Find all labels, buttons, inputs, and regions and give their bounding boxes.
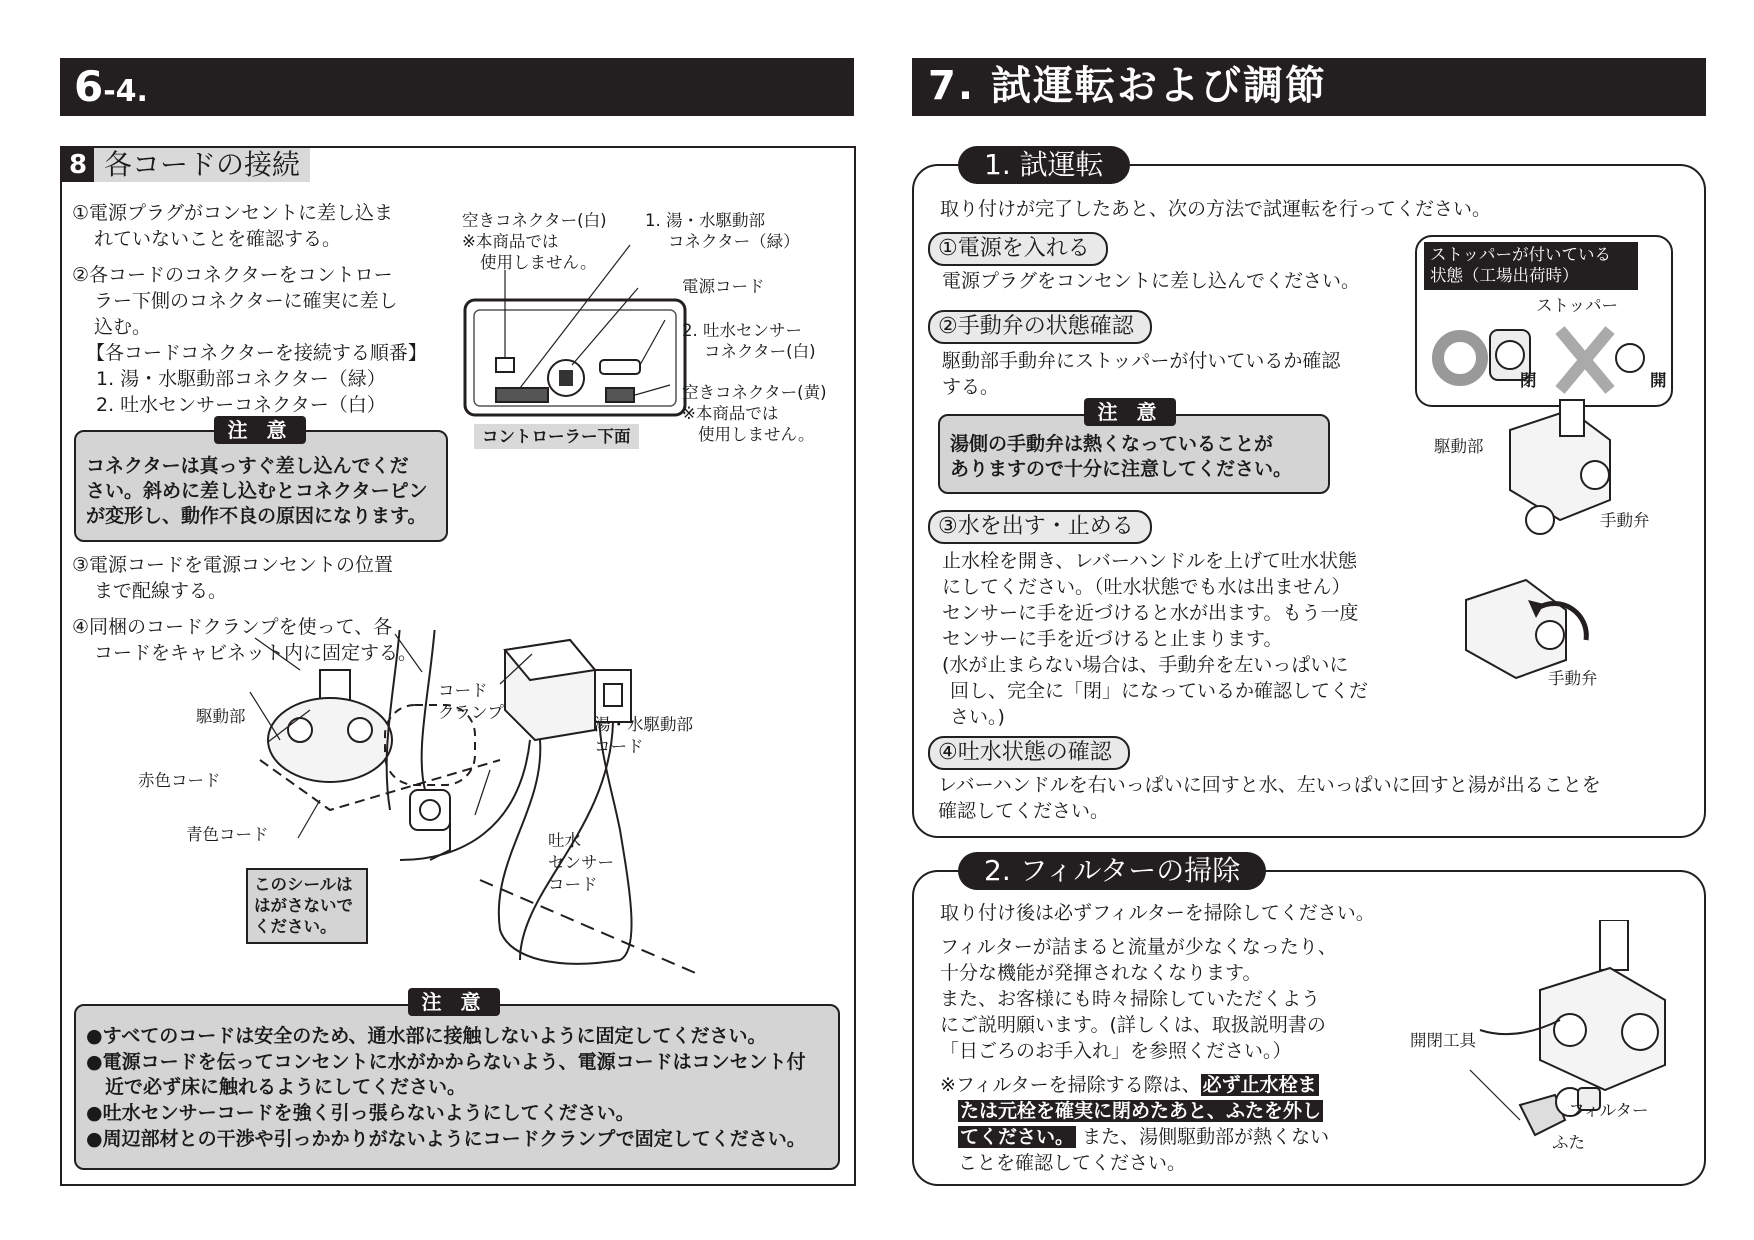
filter-hose [1600, 920, 1628, 970]
label-power-cord: 電源コード [682, 277, 765, 296]
caution1-line2: さい。斜めに差し込むとコネクターピン [86, 480, 428, 502]
label-sensor-cord-2: センサー [548, 853, 614, 872]
seal-note-1: このシールは [254, 875, 353, 894]
connector-empty-yellow-shape [606, 388, 634, 402]
step4-text-2: 確認してください。 [938, 800, 1110, 822]
filter-note-highlight-2: たは元栓を確実に閉めたあと、ふたを外し [960, 1100, 1322, 1122]
caution-tag-1: 注 意 [214, 416, 306, 444]
label-empty-yellow-3: 使用しません。 [698, 425, 815, 444]
section-heading-8 [62, 148, 310, 182]
step-water-on-off: ③水を出す・止める [928, 510, 1152, 544]
filter-figure [1440, 920, 1680, 1160]
step2-line3: 込む。 [94, 316, 152, 338]
label-open: 開 [1650, 371, 1667, 390]
label-drive-cord-1: 湯・水駆動部 [594, 715, 693, 734]
stopper-box-title-2: 状態（工場出荷時） [1430, 266, 1579, 285]
test-run-title: 1. 試運転 [958, 146, 1130, 184]
label-red-cord: 赤色コード [138, 771, 221, 790]
filter-note-highlight-3: てください。 [960, 1126, 1075, 1148]
power-cord-plug [559, 370, 573, 386]
step2-line6: 2. 吐水センサーコネクター（白） [96, 394, 386, 416]
label-empty-white-1: 空きコネクター(白) [462, 211, 607, 230]
caution2-line2: ●電源コードを伝ってコンセントに水がかからないよう、電源コードはコンセント付 [86, 1051, 806, 1073]
filter-note-rest-1: また、湯側駆動部が熱くない [1082, 1126, 1330, 1148]
step2-line1: ②各コードのコネクターをコントロー [72, 264, 393, 286]
step3-text-2: にしてください。（吐水状態でも水は出ません） [942, 576, 1351, 598]
supply-hose-2 [422, 630, 435, 790]
label-empty-yellow-2: ※本商品では [682, 404, 779, 423]
caution1-line1: コネクターは真っすぐ差し込んでくだ [86, 455, 409, 477]
step3-line1: ③電源コードを電源コンセントの位置 [72, 554, 394, 576]
label-closed: 閉 [1520, 371, 1537, 390]
label-blue-cord: 青色コード [186, 825, 269, 844]
filter-title: 2. フィルターの掃除 [958, 852, 1266, 890]
label-manual-valve-2: 手動弁 [1548, 669, 1598, 688]
step2-line5: 1. 湯・水駆動部コネクター（緑） [96, 368, 386, 390]
label-opening-tool: 開閉工具 [1410, 1031, 1476, 1050]
caution2-line1: ●すべてのコードは安全のため、通水部に接触しないように固定してください。 [86, 1025, 767, 1047]
caution2-line4: ●吐水センサーコードを強く引っ張らないようにしてください。 [86, 1102, 635, 1124]
controller-caption: コントローラー下面 [474, 424, 639, 449]
step3-text-4: センサーに手を近づけると止まります。 [942, 628, 1283, 650]
caution-tag-2: 注 意 [408, 988, 500, 1016]
caution-tag-3: 注 意 [1084, 398, 1176, 426]
caution2-line5: ●周辺部材との干渉や引っかかりがないようにコードクランプで固定してください。 [86, 1128, 806, 1150]
caution2-line3: 近で必ず床に触れるようにしてください。 [86, 1076, 467, 1098]
step-power-on: ①電源を入れる [928, 232, 1108, 266]
step2-line4: 【各コードコネクターを接続する順番】 [86, 342, 427, 364]
label-sensor-cord-3: コード [548, 875, 598, 894]
label-stopper: ストッパー [1536, 296, 1619, 315]
seal-note-3: ください。 [254, 917, 337, 936]
step4-line1: ④同梱のコードクランプを使って、各 [72, 616, 393, 638]
step3-line2: まで配線する。 [94, 580, 228, 602]
filter-text-4: にご説明願います。(詳しくは、取扱説明書の [940, 1014, 1326, 1036]
step3-text-6: 回し、完全に「閉」になっているか確認してくだ [950, 680, 1369, 702]
banner-minor: -4. [103, 74, 148, 109]
label-sensor-connector-1: 2. 吐水センサー [682, 321, 802, 340]
step-manual-valve-text-1: 駆動部手動弁にストッパーが付いているか確認 [942, 350, 1341, 372]
step-spout-check: ④吐水状態の確認 [928, 736, 1130, 770]
label-drive-connector-1: 1. 湯・水駆動部 [645, 211, 765, 230]
caution3-line2: ありますので十分に注意してください。 [950, 458, 1293, 480]
label-cap: ふた [1552, 1133, 1585, 1152]
filter-note-prefix: ※フィルターを掃除する際は、 [940, 1074, 1201, 1096]
step-manual-valve-text-2: する。 [942, 376, 1000, 398]
label-empty-white-3: 使用しません。 [480, 253, 597, 272]
label-drive-unit-right: 駆動部 [1434, 437, 1484, 456]
label-drive-connector-2: コネクター（緑） [668, 232, 800, 251]
label-cord-clamp-1: コード [438, 681, 488, 700]
drive-unit-top [320, 670, 350, 700]
label-manual-valve: 手動弁 [1600, 511, 1650, 530]
step-power-on-text: 電源プラグをコンセントに差し込んでください。 [942, 270, 1361, 292]
banner-major: 6 [74, 62, 104, 111]
label-sensor-cord-1: 吐水 [548, 831, 581, 850]
label-sensor-connector-2: コネクター(白) [704, 342, 816, 361]
label-cord-clamp-2: クランプ [438, 703, 504, 722]
valve-turn-figure [1446, 560, 1616, 680]
section-title: 各コードの接続 [94, 148, 310, 182]
caution1-line3: が変形し、動作不良の原因になります。 [86, 505, 427, 527]
step-manual-valve: ②手動弁の状態確認 [928, 310, 1152, 344]
filter-intro: 取り付け後は必ずフィルターを掃除してください。 [940, 902, 1375, 924]
step3-text-5: (水が止まらない場合は、手動弁を左いっぱいに [942, 654, 1349, 676]
step1-line2: れていないことを確認する。 [94, 228, 342, 250]
section-banner-7 [912, 58, 1706, 116]
stopper-box-title-1: ストッパーが付いている [1430, 245, 1612, 264]
caution3-line1: 湯側の手動弁は熱くなっていることが [950, 433, 1274, 455]
label-drive-cord-2: コード [594, 737, 644, 756]
step4-line2: コードをキャビネット内に固定する。 [94, 642, 418, 664]
section-banner-6-4 [60, 58, 854, 116]
banner-title: 7. 試運転および調節 [928, 63, 1327, 109]
step2-line2: ラー下側のコネクターに確実に差し [94, 290, 398, 312]
filter-note-line2 [958, 1098, 1323, 1124]
filter-text-3: また、お客様にも時々掃除していただくよう [940, 988, 1321, 1010]
filter-text-1: フィルターが詰まると流量が少なくなったり、 [940, 936, 1337, 958]
filter-text-5: 「日ごろのお手入れ」を参照ください。） [940, 1040, 1292, 1062]
label-filter: フィルター [1568, 1101, 1649, 1120]
label-empty-yellow-1: 空きコネクター(黄) [682, 383, 827, 402]
step3-text-7: さい。) [950, 706, 1005, 728]
filter-note-highlight-1: 必ず止水栓ま [1202, 1074, 1317, 1096]
filter-note-line3 [958, 1124, 1329, 1150]
step3-text-3: センサーに手を近づけると水が出ます。もう一度 [942, 602, 1359, 624]
step3-text-1: 止水栓を開き、レバーハンドルを上げて吐水状態 [942, 550, 1357, 572]
filter-text-2: 十分な機能が発揮されなくなります。 [940, 962, 1262, 984]
supply-hose [387, 630, 400, 810]
test-run-intro: 取り付けが完了したあと、次の方法で試運転を行ってください。 [940, 198, 1492, 220]
step1-line1: ①電源プラグがコンセントに差し込ま [72, 202, 394, 224]
section-number: 8 [62, 148, 94, 182]
step4-text-1: レバーハンドルを右いっぱいに回すと水、左いっぱいに回すと湯が出ることを [938, 774, 1601, 796]
filter-note-line4: ことを確認してください。 [958, 1152, 1187, 1174]
connector-drive-shape [496, 388, 548, 402]
seal-note-2: はがさないで [254, 896, 353, 915]
drive-unit-body [268, 698, 392, 782]
label-drive-unit: 駆動部 [196, 707, 246, 726]
label-empty-white-2: ※本商品では [462, 232, 559, 251]
filter-note-line1 [940, 1072, 1319, 1098]
